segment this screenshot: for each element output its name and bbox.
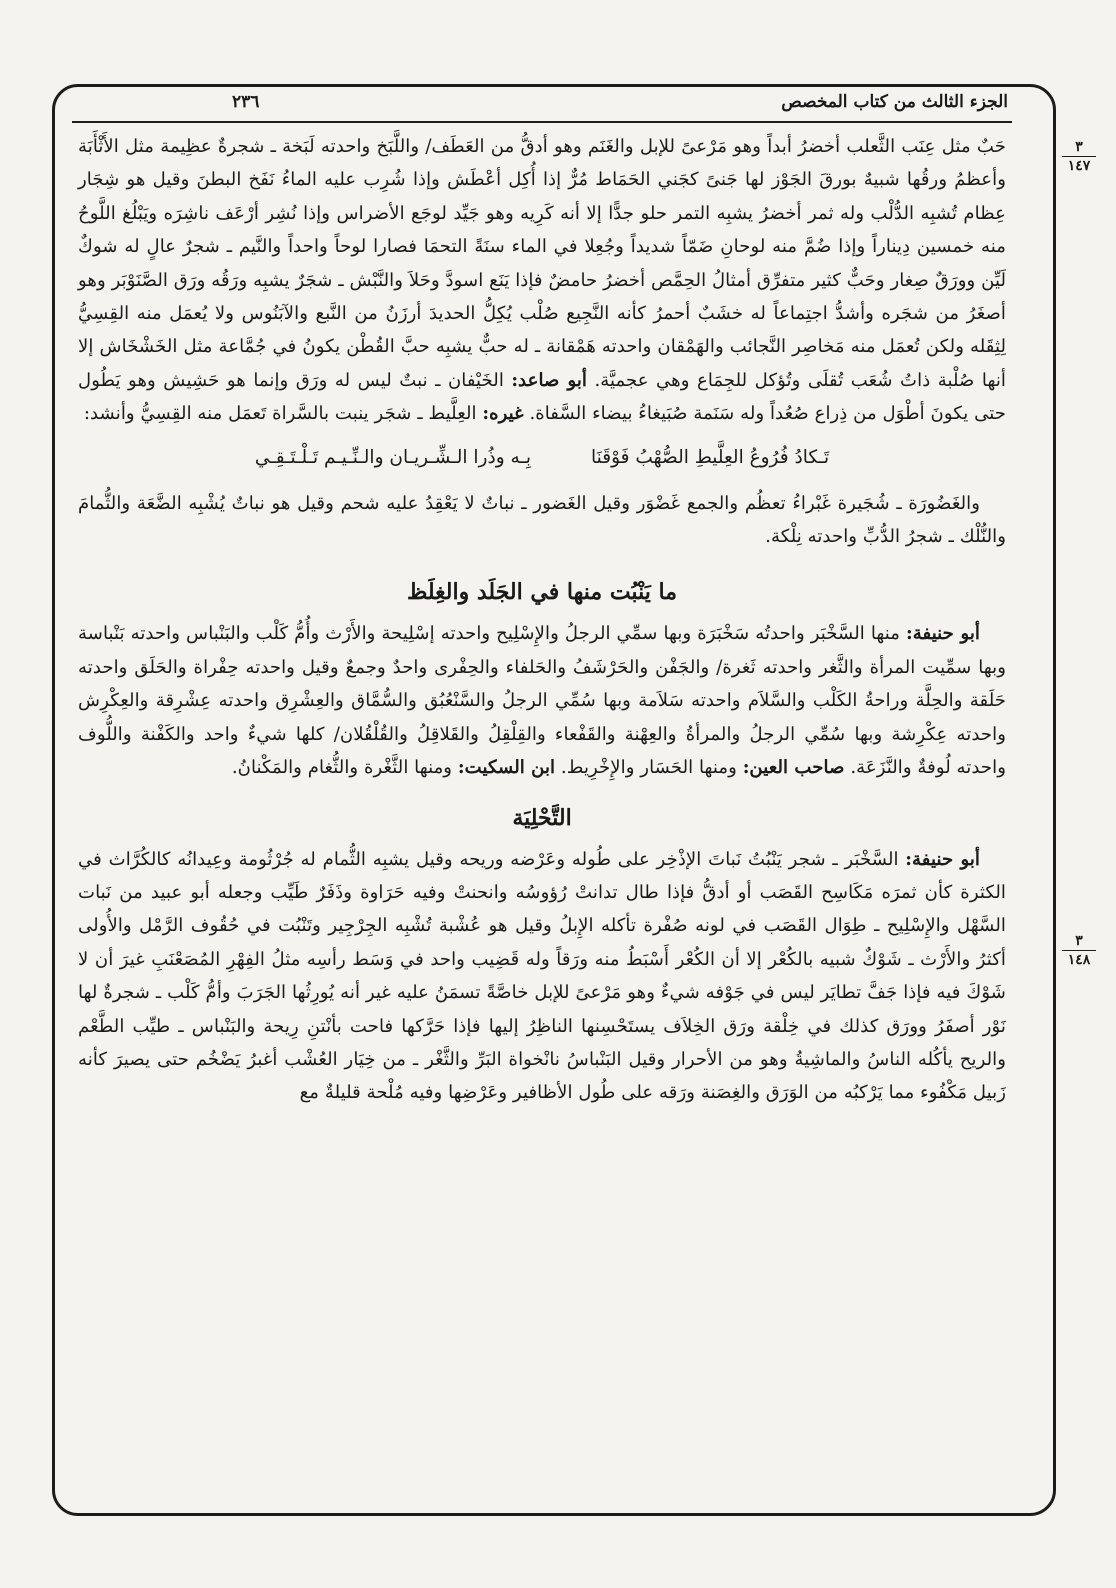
paragraph: أبو حنيفة: منها السَّخْبَر واحدتُه سَخْبَرَة وبها سمِّي الرجلُ والإِسْلِيح واحدته إسْلِيحة والأَرْث وأُمُّ كَلْب والبَنْباس واحدته بَنْباسة وبها سمِّيت المرأة والثَّغر واحدته ثَغرة/ والجَفْن والحَرْشَفُ والحَلفاء والحِفْرى واحدٌ وجمعٌ وقيل واحدته حِفْراة والحَلَق واحدته حَلَقة والحِلَّة وراحةُ الكَلْب والسَّلاَم واحدته سَلاَمة وبها سُمِّي الرجلُ والسَّنْعُبُق والسُّمَّاق والعِشْرِق واحدته عِشْرِقة والعِكْرِش واحدته عِكْرِشة وبها سُمِّي الرجلُ والمرأةُ والعِهْنة والقَفْعاء والقِلْقِلُ والقَلاقِلُ والقُلْقُلان/ كلها شيءٌ واحد والكَفْنة واللُّوف واحدته لُوفةٌ والنَّزَعَة. صاحب العين: ومنها الحَسَار والإِخْرِيط. ابن السكيت: ومنها الثَّغْرة والثُّغام والمَكْنانُ. [78, 623, 1006, 779]
author-label: صاحب العين: [742, 757, 845, 779]
page-header [52, 86, 1056, 120]
author-label: أبو صاعد: [511, 369, 587, 391]
main-text [78, 130, 1006, 1500]
page-number: ٢٣٦ [232, 92, 260, 112]
paragraph: أبو حنيفة: السَّخْبَر ـ شجر يَنْبُتُ نَباتَ الإذْخِر على طُوله وعَرْضه وريحه وقيل يشبِه الثُّمام له جُرْثُومة وعِيدانُه كالكُرَّاث في الكثرة كأن ثمرَه مَكَاسِح القَصَب أو أدقُّ فإذا طال تدانتْ رُؤوسُه وانحنتْ وفيه حَرَاوة وذَفَرٌ طَيِّب وجعله أبو عبيد من نَبات السَّهْل والإِسْلِيح ـ طِوَال القَصَب في لونه صُفْرة تأكله الإِبلُ وقيل هو عُشْبة تُشْبِه الجِرْجِير وتَنْبُت في حُقُوف الرَّمْل والأُولى أكثرُ والأَرْث ـ شَوْكٌ شبيه بالكُعْر إلا أن الكُعْر أَسْبَطُ منه ورَقاً وله قَضِيب واحد في وَسَط رأسِه مثلُ الفِهْرِ المُصَعْنَبِ غيرَ أن لا شَوْكَ فيه فإذا جَفَّ تطايَر ليس في جَوْفه شيءٌ وهو مَرْعىً للإبل خاصَّةً تسمَنُ عليه غير أنه يُورِثُها الجَرَبَ وأمُّ كَلْب ـ شجرةٌ لها نَوْر أصفَرُ وورَق كذلك في خِلْقة ورَق الخِلاَف يستَحْسِنها الناظِرُ إليها فإذا حَرَّكها فاحت بأنْتنِ رِيحة والبَنْباس ـ طيِّب الطَّعْم والريح يأكُله الناسُ والماشِيةُ وهو من الأحرار وقيل البَنْباسُ نانْخواة البَرِّ والثَّغْر ـ من خِيَار العُشْب أغبرُ يَضْخُم حتى يصيرَ كأنه زَبيل مَكْفُوء مما يَرْكبُه من الوَرَق والغِصَنة ورَقه على طُول الأظافير وعَرْضِها وفيه مُلْحة قليلةٌ مع [78, 848, 1006, 1104]
paragraph: حَبٌ مثل عِنَب الثَّعلب أخضرُ أبداً وهو مَرْعىً للإبل والغَنَم وهو أدقُّ من العَطَف/ واللَّبَخ واحدته لَبَخة ـ شجرةٌ عظِيمة مثل الأَثْأَبَة وأعظمُ ورقُها شبيهٌ بورقَ الجَوْز لها جَنىً كجَني الحَمَاط مُرٌّ إذا أُكِل أعْطَش وإذا شُرِب عليه الماءُ نَفَخ البطنَ وقيل هو شِجَار عِظام تُشبِه الدُّلْب وله ثمر أخضرُ يشبِه التمر حلو جدًّا إلا أنه كَرِيه وهو جَيِّد لوجَع الأضراس وإذا نُشِر أرْعَف ناشِرَه ويَبْلُغ اللَّوحُ منه خمسين دِيناراً وإذا ضُمَّ منه لوحانِ ضَمّاً شديداً وجُعِلا في الماء سنَةً التحمَا فصارا لوحاً واحداً والنَّيم ـ شجرٌ عالٍ له شوكٌ لَيِّن وورَقٌ صِغار وحَبٌّ كثير متفرِّق أمثالُ الحِمَّص أخضرُ حامضٌ فإذا يَنَع اسودَّ وحَلاَ والنَّبْش ـ شجَرٌ يشبِه ورَقُه ورَق الصَّنَوْبَر وهو أصغَرُ من شجَره وأشدُّ اجتِماعاً له خشَبٌ أحمرُ كأنه النَّجِيع صُلْب يُكِلُّ الحديدَ أرزَنُ من النَّبع والآبَنُوس ولا يُعمَل منه القِسِيُّ لِثِقَله ولكن تُعمَل منه مَخاصِر النَّجائب والهَمْقان واحدته هَمْقانة ـ له حبٌّ يشبِه حبَّ القُطْن يكونُ في جُمَّاعة مثل الخَشْخَاش إلا أنها صُلْبة ذاتُ شُعَب تُقلَى وتُؤكل للجِمَاع وهي عجميَّة. أبو صاعد: الخَيْفان ـ نبتٌ ليس له ورَق وإنما هو حَشِيش وهو يَطُول حتى يكونَ أطْوَل من ذِراع صُعُداً وله سَنَمة صُبَيغاءُ بيضاء السَّفاة. غيره: العِلَّيط ـ شجَر ينبت بالسَّراة تَعمَل منه القِسِيُّ وأنشد: [78, 136, 1006, 425]
header-divider [72, 121, 1012, 123]
author-label: غيره: [482, 403, 524, 425]
margin-reference-2: ٣ ١٤٨ [1062, 934, 1096, 967]
book-title: الجزء الثالث من كتاب المخصص [781, 92, 1008, 112]
margin-reference-1: ٣ ١٤٧ [1062, 140, 1096, 173]
author-label: ابن السكيت: [457, 757, 556, 779]
verse-first-hemistich: تَـكادُ فُرُوعُ العِلَّيطِ الصُّهْبُ فَوْقَنَا [591, 446, 830, 468]
section-heading: ما يَنْبُت منها في الجَلَد والغِلَظ [407, 579, 677, 606]
author-label: أبو حنيفة: [906, 623, 980, 645]
author-label: أبو حنيفة: [905, 848, 980, 870]
section-heading: التَّحْلِيَة [512, 804, 572, 831]
paragraph: والغَضُورَة ـ شُجَيرة غَبْراءُ تعظُم والجمع غَضْوَر وقيل الغَضور ـ نباتٌ لا يَعْقِدُ عليه شحم وقيل هو نباتٌ يُشْبِه الضَّعَة والثُّمامَ والنُّلْك ـ شجرُ الدُّبِّ واحدته نِلْكة. [78, 492, 1006, 548]
verse-second-hemistich: بِـه وذُرا الـشِّـريـان والـنِّـيـم تَـلْـتَـقِـي [254, 446, 531, 468]
poetry-verse [78, 441, 1006, 475]
